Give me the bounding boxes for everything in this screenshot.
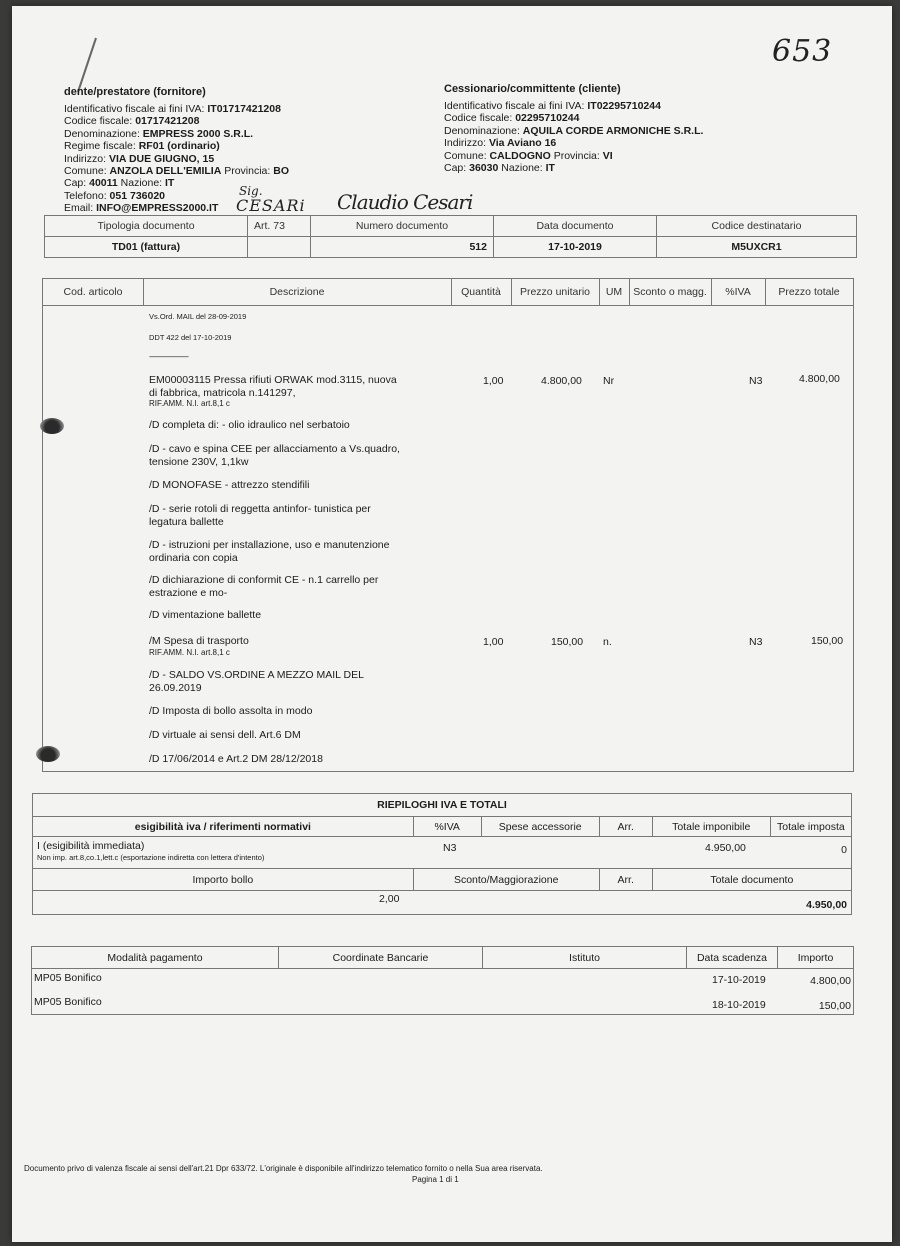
document-total: 4.950,00 bbox=[806, 899, 847, 911]
art73-value bbox=[248, 237, 311, 258]
item1-qty: 1,00 bbox=[483, 375, 504, 387]
supplier-label: Cap: bbox=[64, 177, 90, 190]
supplier-extra-label: Nazione: bbox=[117, 177, 166, 190]
customer-value: 02295710244 bbox=[515, 112, 580, 125]
sum-h-ref: esigibilità iva / riferimenti normativi bbox=[33, 817, 414, 837]
supplier-value: 40011 bbox=[89, 177, 118, 190]
item1-um: Nr bbox=[603, 375, 615, 387]
document-info-table bbox=[44, 215, 857, 258]
customer-label: Identificativo fiscale ai fini IVA: bbox=[444, 100, 588, 112]
payments-table bbox=[31, 946, 854, 1015]
sum-ref1: I (esigibilità immediata) bbox=[37, 840, 145, 852]
supplier-line bbox=[64, 115, 289, 127]
customer-line bbox=[444, 112, 703, 124]
pay1-date: 17-10-2019 bbox=[712, 974, 766, 986]
recipient-code-value: M5UXCR1 bbox=[657, 237, 857, 258]
col-vat: %IVA bbox=[711, 279, 766, 305]
item1-desc-line2: di fabbrica, matricola n.141297, bbox=[149, 386, 296, 399]
invoice-lines-table bbox=[42, 278, 854, 772]
sum-h-taxable: Totale imponibile bbox=[652, 817, 770, 837]
supplier-line bbox=[64, 103, 289, 115]
handwritten-name-bottom: CESARi bbox=[236, 196, 306, 215]
binder-hole bbox=[40, 418, 64, 434]
summary-row bbox=[33, 837, 852, 869]
description-line bbox=[149, 419, 350, 432]
ddt-reference: DDT 422 del 17-10-2019 bbox=[149, 333, 232, 342]
description-text: legatura ballette bbox=[149, 515, 224, 528]
customer-extra-label: Provincia: bbox=[550, 149, 603, 162]
pay-h-bank: Istituto bbox=[483, 947, 687, 969]
sum-vat: N3 bbox=[443, 842, 457, 854]
summary-total-row bbox=[33, 891, 852, 915]
description-line bbox=[149, 503, 371, 528]
supplier-label: Denominazione: bbox=[64, 127, 143, 140]
supplier-extra-label: Provincia: bbox=[221, 165, 274, 178]
col-quantity: Quantità bbox=[451, 279, 512, 305]
supplier-label: Codice fiscale: bbox=[64, 115, 136, 128]
item2-description bbox=[149, 635, 249, 658]
customer-value: Via Aviano 16 bbox=[488, 137, 557, 150]
supplier-label: Regime fiscale: bbox=[64, 140, 139, 153]
customer-block bbox=[444, 83, 703, 174]
description-text: /D Imposta di bollo assolta in modo bbox=[149, 705, 313, 717]
col-total: Prezzo totale bbox=[778, 286, 840, 298]
separator-line: -------------------------- bbox=[149, 352, 188, 361]
col-discount: Sconto o magg. bbox=[629, 279, 712, 305]
customer-value: CALDOGNO bbox=[489, 149, 551, 162]
item1-total: 4.800,00 bbox=[799, 373, 840, 385]
col-um: UM bbox=[599, 279, 630, 305]
item1-desc-line1: EM00003115 Pressa rifiuti ORWAK mod.3115, nuova bbox=[149, 374, 397, 386]
item1-price: 4.800,00 bbox=[541, 375, 582, 387]
customer-label: Cap: bbox=[444, 162, 470, 175]
item2-note: RIF.AMM. N.I. art.8,1 c bbox=[149, 647, 230, 657]
description-text: /D MONOFASE - attrezzo stendifili bbox=[149, 479, 310, 491]
sum-h2-discount: Sconto/Maggiorazione bbox=[413, 869, 599, 891]
item2-um: n. bbox=[603, 636, 612, 648]
supplier-extra-value: IT bbox=[165, 177, 175, 190]
sum-h-vat: %IVA bbox=[413, 817, 481, 837]
supplier-value: EMPRESS 2000 S.R.L. bbox=[142, 127, 254, 140]
supplier-value: 051 736020 bbox=[109, 189, 166, 202]
description-line bbox=[149, 479, 309, 492]
customer-line bbox=[444, 100, 703, 112]
description-line bbox=[149, 609, 261, 622]
sum-h-extra: Spese accessorie bbox=[481, 817, 599, 837]
description-text: /D vimentazione ballette bbox=[149, 609, 262, 621]
supplier-label: Telefono: bbox=[64, 189, 110, 202]
supplier-line bbox=[64, 140, 289, 152]
customer-line bbox=[444, 162, 703, 174]
description-text: /D - serie rotoli di reggetta antinfor- tunistica per bbox=[149, 503, 371, 515]
description-line bbox=[149, 753, 323, 766]
item2-vat: N3 bbox=[749, 636, 763, 648]
description-text: estrazione e mo- bbox=[149, 586, 228, 599]
recipient-code-header: Codice destinatario bbox=[657, 216, 857, 237]
supplier-label: Identificativo fiscale ai fini IVA: bbox=[64, 103, 208, 115]
customer-label: Denominazione: bbox=[444, 124, 523, 137]
pay1-amount: 4.800,00 bbox=[810, 975, 851, 987]
pay-h-iban: Coordinate Bancarie bbox=[279, 947, 483, 969]
description-text: /D - SALDO VS.ORDINE A MEZZO MAIL DEL bbox=[149, 669, 364, 681]
supplier-line bbox=[64, 128, 289, 140]
supplier-label: Comune: bbox=[64, 165, 110, 178]
handwritten-number: 653 bbox=[772, 34, 833, 69]
supplier-value: 01717421208 bbox=[135, 115, 200, 128]
sum-h2-stamp: Importo bollo bbox=[33, 869, 414, 891]
vat-summary-table bbox=[32, 793, 852, 915]
item2-total: 150,00 bbox=[811, 635, 844, 647]
supplier-line bbox=[64, 165, 289, 177]
customer-label: Indirizzo: bbox=[444, 137, 489, 150]
sum-taxable: 4.950,00 bbox=[705, 842, 746, 854]
item1-description bbox=[149, 374, 397, 409]
customer-line bbox=[444, 137, 703, 149]
doc-date-value: 17-10-2019 bbox=[494, 237, 657, 258]
customer-value: AQUILA CORDE ARMONICHE S.R.L. bbox=[522, 124, 704, 137]
customer-title: Cessionario/committente (cliente) bbox=[444, 83, 621, 95]
col-item-code: Cod. articolo bbox=[43, 279, 144, 305]
description-line bbox=[149, 443, 400, 468]
description-text: 26.09.2019 bbox=[149, 681, 202, 694]
supplier-line bbox=[64, 153, 289, 165]
sum-ref2: Non imp. art.8,co.1,lett.c (esportazione indiretta con lettera d'intento) bbox=[37, 853, 265, 862]
pay2-amount: 150,00 bbox=[818, 1000, 851, 1012]
sum-h-round: Arr. bbox=[599, 817, 652, 837]
description-line bbox=[149, 669, 364, 694]
description-text: ordinaria con copia bbox=[149, 551, 238, 564]
art73-header: Art. 73 bbox=[248, 216, 311, 237]
description-text: /D virtuale ai sensi dell. Art.6 DM bbox=[149, 729, 301, 741]
binder-hole bbox=[36, 746, 60, 762]
col-description: Descrizione bbox=[143, 279, 452, 305]
invoice-page bbox=[12, 6, 892, 1242]
sum-tax: 0 bbox=[841, 844, 847, 856]
customer-extra-value: IT bbox=[545, 162, 555, 175]
summary-title: RIEPILOGHI IVA E TOTALI bbox=[33, 794, 852, 817]
page-number: Pagina 1 di 1 bbox=[412, 1175, 459, 1184]
description-text: /D dichiarazione di conformit CE - n.1 carrello per bbox=[149, 574, 379, 586]
footer-note: Documento privo di valenza fiscale ai sensi dell'art.21 Dpr 633/72. L'originale è disponibile all'indirizzo telematico fornito o nella Sua area riservata. bbox=[24, 1164, 543, 1173]
handwritten-name-top: Sig. bbox=[239, 184, 263, 198]
customer-value: 36030 bbox=[469, 162, 499, 175]
item1-vat: N3 bbox=[749, 375, 763, 387]
supplier-label: Indirizzo: bbox=[64, 152, 109, 165]
description-text: /D 17/06/2014 e Art.2 DM 28/12/2018 bbox=[149, 753, 323, 765]
pay1-method: MP05 Bonifico bbox=[34, 972, 102, 984]
order-reference: Vs.Ord. MAIL del 28-09-2019 bbox=[149, 312, 247, 321]
supplier-value: ANZOLA DELL'EMILIA bbox=[109, 165, 222, 178]
item2-qty: 1,00 bbox=[483, 636, 504, 648]
sum-h2-total: Totale documento bbox=[652, 869, 851, 891]
supplier-value: RF01 (ordinario) bbox=[138, 140, 220, 153]
col-unit-price: Prezzo unitario bbox=[511, 279, 600, 305]
signature: Claudio Cesari bbox=[337, 190, 473, 214]
supplier-value: VIA DUE GIUGNO, 15 bbox=[108, 152, 215, 165]
pay2-date: 18-10-2019 bbox=[712, 999, 766, 1011]
item2-price: 150,00 bbox=[551, 636, 584, 648]
description-text: /D - istruzioni per installazione, uso e manutenzione bbox=[149, 539, 390, 551]
item2-desc: /M Spesa di trasporto bbox=[149, 635, 249, 647]
customer-extra-value: VI bbox=[602, 149, 613, 162]
doc-number-header: Numero documento bbox=[311, 216, 494, 237]
doc-type-value: TD01 (fattura) bbox=[45, 237, 248, 258]
customer-label: Codice fiscale: bbox=[444, 112, 516, 125]
description-line bbox=[149, 705, 312, 718]
sum-h2-round: Arr. bbox=[599, 869, 652, 891]
pay-h-amount: Importo bbox=[778, 947, 854, 969]
doc-type-header: Tipologia documento bbox=[45, 216, 248, 237]
customer-label: Comune: bbox=[444, 149, 490, 162]
stamp-amount: 2,00 bbox=[379, 893, 400, 905]
customer-line bbox=[444, 125, 703, 137]
supplier-value: INFO@EMPRESS2000.IT bbox=[96, 202, 219, 215]
customer-line bbox=[444, 150, 703, 162]
description-text: /D - cavo e spina CEE per allacciamento a Vs.quadro, bbox=[149, 443, 400, 455]
description-line bbox=[149, 729, 301, 742]
description-line bbox=[149, 574, 378, 599]
description-text: tensione 230V, 1,1kw bbox=[149, 455, 249, 468]
supplier-label: Email: bbox=[64, 202, 97, 215]
description-text: /D completa di: - olio idraulico nel serbatoio bbox=[149, 419, 350, 431]
doc-number-value: 512 bbox=[311, 237, 494, 258]
item1-note: RIF.AMM. N.I. art.8,1 c bbox=[149, 399, 230, 408]
customer-value: IT02295710244 bbox=[587, 100, 661, 112]
lines-header-row bbox=[43, 279, 853, 306]
doc-date-header: Data documento bbox=[494, 216, 657, 237]
sum-h-tax: Totale imposta bbox=[770, 817, 851, 837]
supplier-title: dente/prestatore (fornitore) bbox=[64, 86, 206, 98]
pay-h-method: Modalità pagamento bbox=[32, 947, 279, 969]
supplier-extra-value: BO bbox=[273, 165, 289, 178]
description-line bbox=[149, 539, 389, 564]
supplier-value: IT01717421208 bbox=[207, 103, 281, 115]
payment-rows bbox=[32, 969, 854, 1015]
pay2-method: MP05 Bonifico bbox=[34, 996, 102, 1008]
pay-h-date: Data scadenza bbox=[687, 947, 778, 969]
customer-extra-label: Nazione: bbox=[498, 162, 546, 175]
